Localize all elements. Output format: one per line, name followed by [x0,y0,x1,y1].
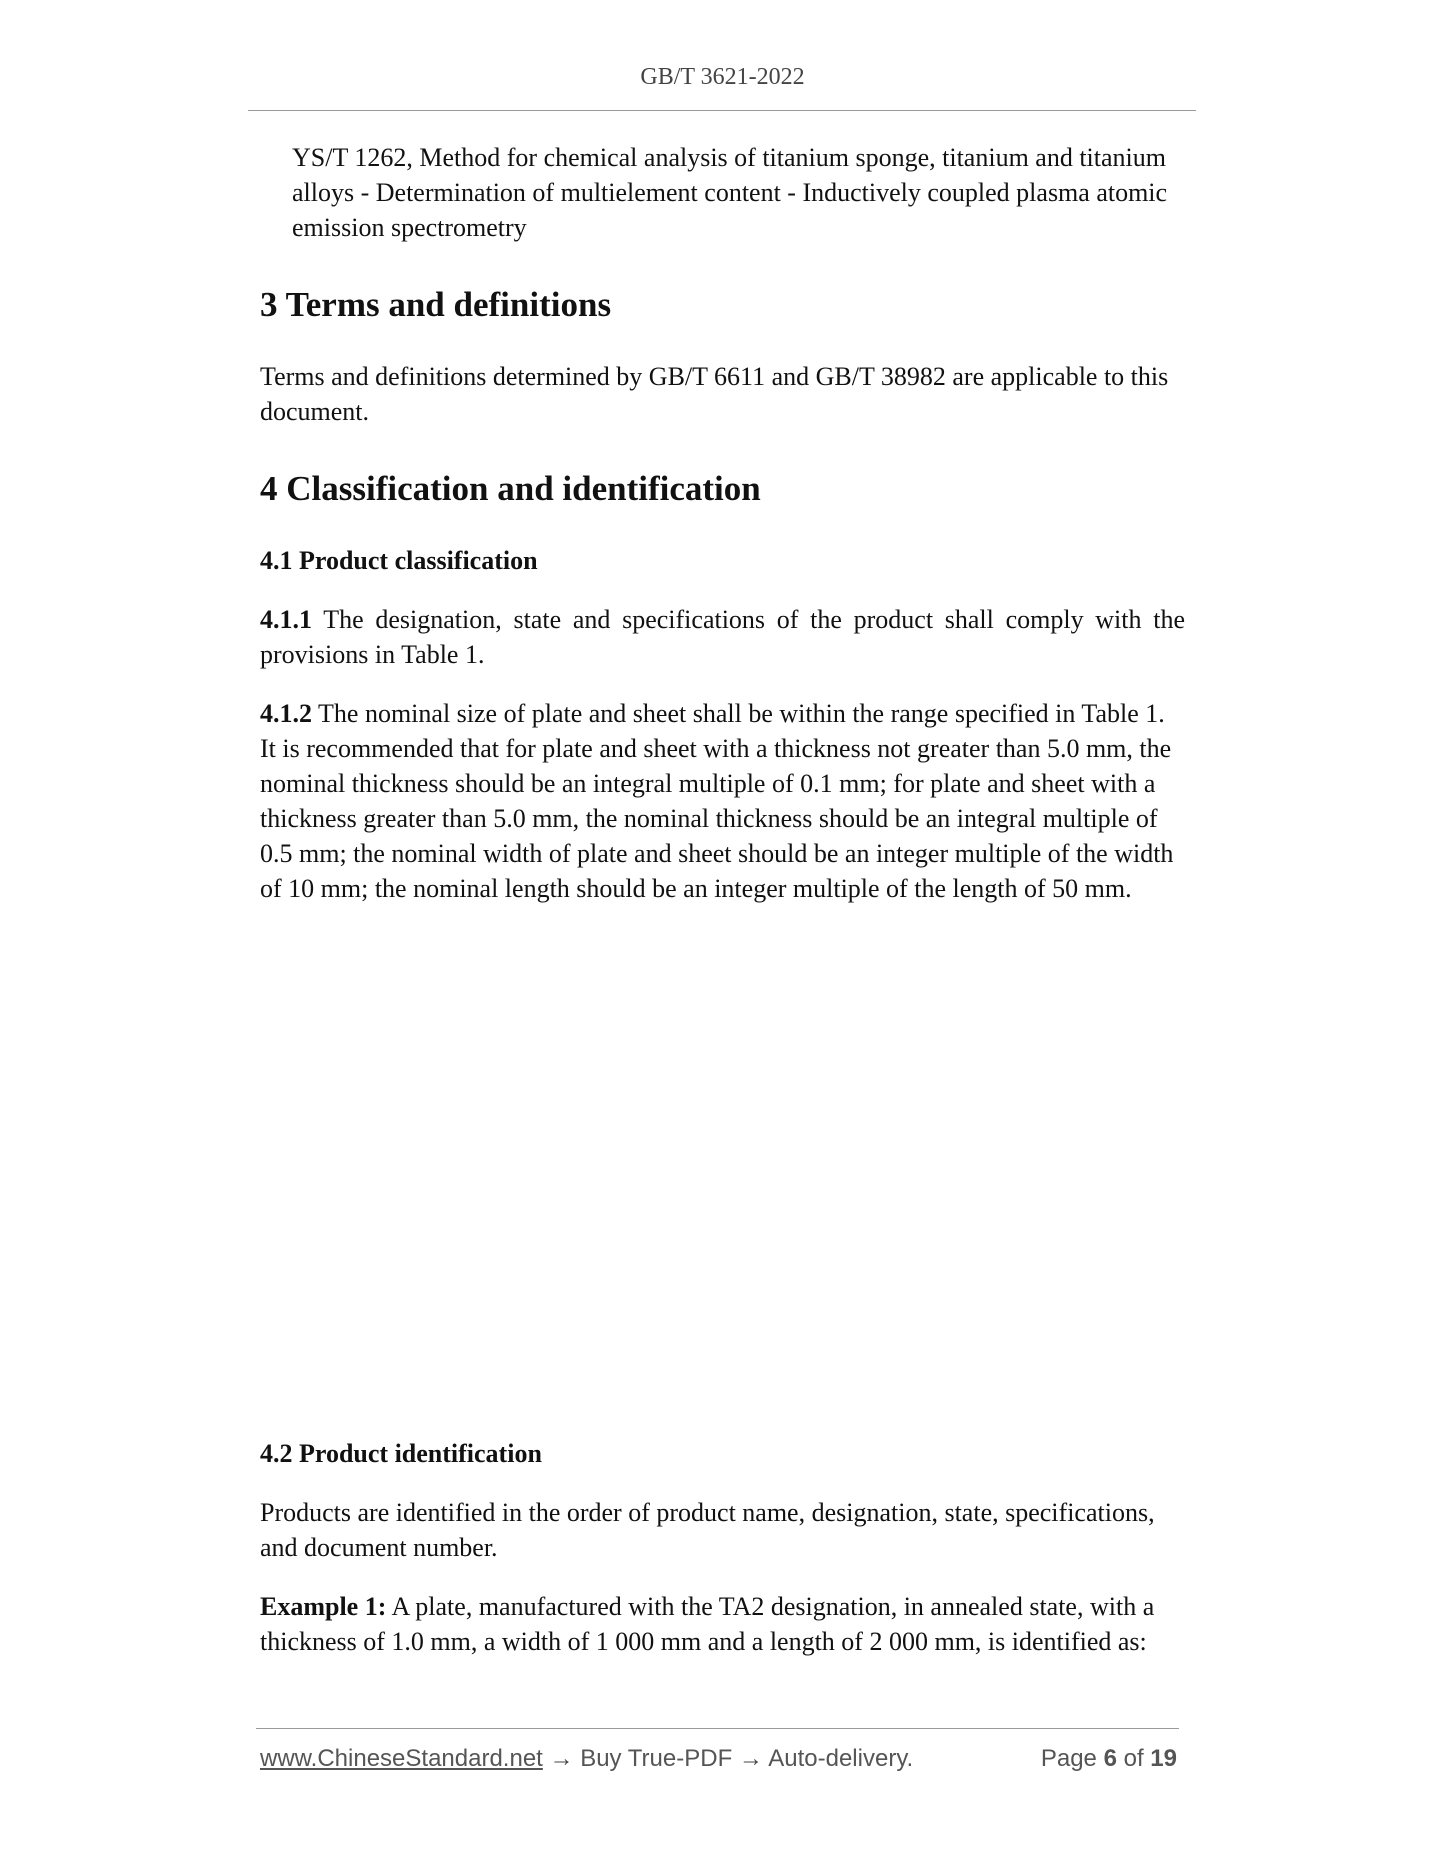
section-4-2-heading: 4.2 Product identification [260,1439,542,1468]
auto-delivery-text: Auto-delivery. [768,1745,914,1772]
page-header: GB/T 3621-2022 [640,64,805,90]
example-1-text: A plate, manufactured with the TA2 designation, in annealed state, with a thickness of 1.0 mm, a width of 1 000 mm and a length of 2 000 mm, is identified as: [260,1592,1155,1656]
section-3-heading: 3 Terms and definitions [260,285,612,324]
arrow-right-icon: → [738,1745,763,1772]
footer-promo [260,1745,913,1773]
reference-entry: YS/T 1262, Method for chemical analysis of titanium sponge, titanium and titanium alloys - Determination of multielement content - Inductively coupled plasma atomic emission spectrometry [292,143,1168,242]
section-4-2-body: Products are identified in the order of product name, designation, state, specifications, and document number. [260,1498,1155,1562]
clause-4-1-2-text: The nominal size of plate and sheet shall be within the range specified in Table 1. It is recommended that for plate and sheet with a thickness not greater than 5.0 mm, the nominal thickness should be an integral multiple of 0.1 mm; for plate and sheet with a thickness greater than 5.0 mm, the nominal thickness should be an integral multiple of 0.5 mm; the nominal width of plate and sheet should be an integer multiple of the width of 10 mm; the nominal length should be an integer multiple of the length of 50 mm. [260,699,1174,903]
page-of-label: of [1123,1745,1144,1772]
section-4-heading: 4 Classification and identification [260,469,761,508]
section-3-body: Terms and definitions determined by GB/T 6611 and GB/T 38982 are applicable to this document. [260,362,1169,426]
clause-4-1-1-text: The designation, state and specifications of the product shall comply with the provisions in Table 1. [260,605,1185,669]
document-body [260,140,1185,930]
arrow-right-icon: → [549,1745,574,1772]
section-4-2 [260,1436,1185,1683]
clause-4-1-2-number: 4.1.2 [260,699,312,728]
page-label: Page [1040,1745,1097,1772]
page-current: 6 [1103,1745,1117,1772]
page-total: 19 [1150,1745,1177,1772]
example-1 [260,1589,1185,1659]
clause-4-1-1-number: 4.1.1 [260,605,312,634]
clause-4-1-1 [260,602,1185,672]
website-link[interactable]: www.ChineseStandard.net [260,1745,543,1772]
section-4-1-heading: 4.1 Product classification [260,546,538,575]
header-divider [248,110,1196,111]
example-1-label: Example 1: [260,1592,387,1621]
page-number [1041,1745,1177,1773]
clause-4-1-2 [260,696,1185,906]
footer-divider [256,1728,1179,1729]
buy-true-pdf-text: Buy True-PDF [580,1745,733,1772]
